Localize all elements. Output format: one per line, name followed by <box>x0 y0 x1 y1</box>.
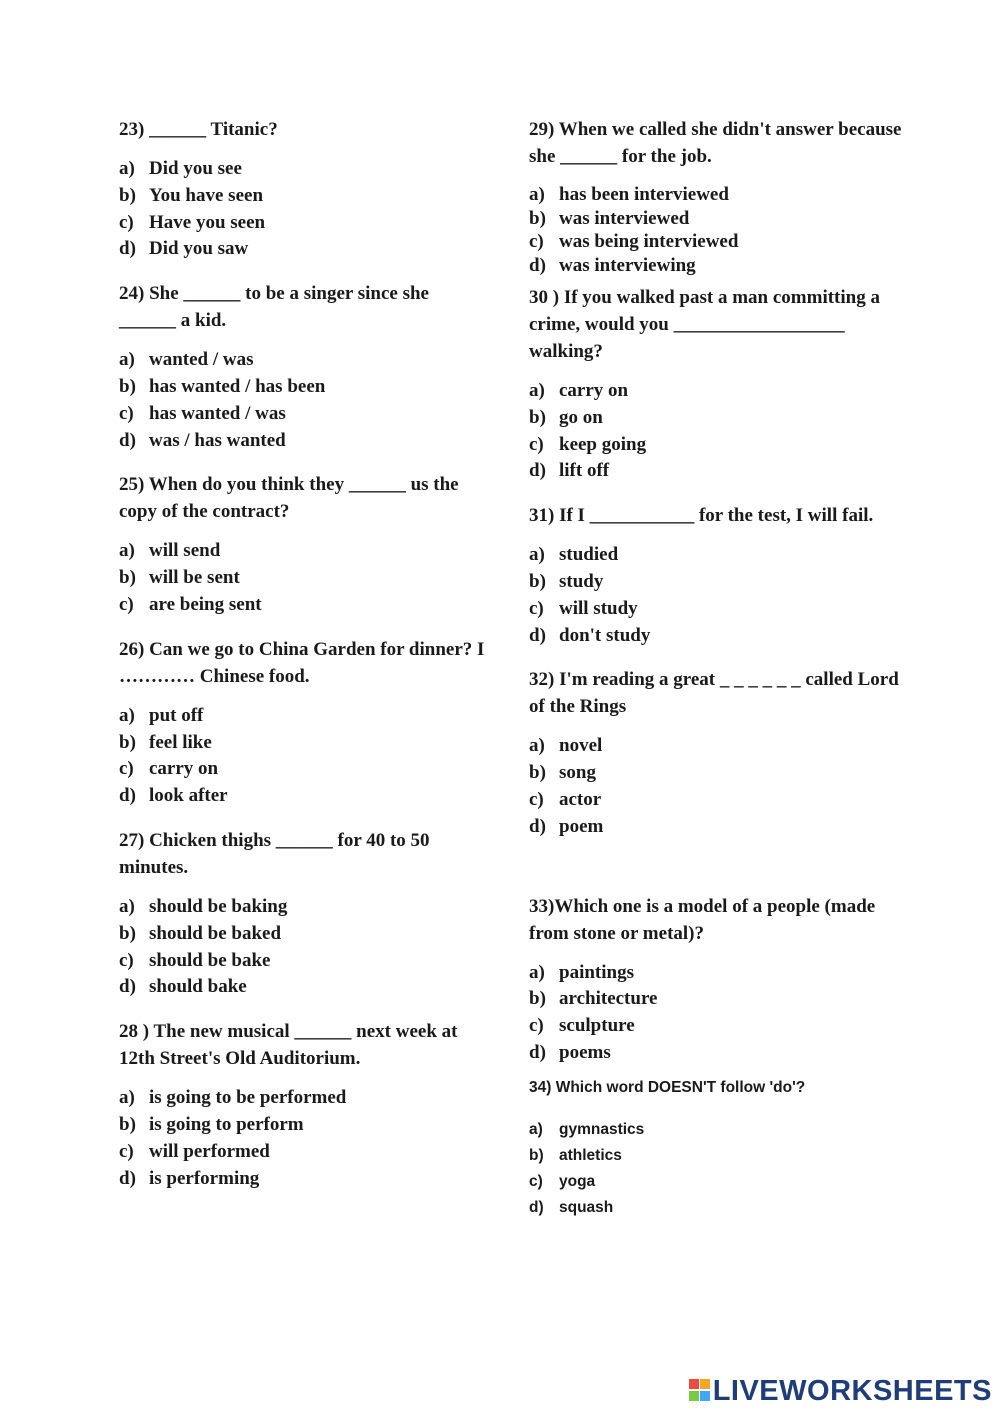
option-b[interactable] <box>119 1112 489 1139</box>
question-text: 28 ) The new musical ______ next week at 12th Street's Old Auditorium. <box>119 1021 458 1070</box>
option-letter: b) <box>119 1113 136 1135</box>
option-letter: a) <box>119 158 135 179</box>
option-letter: d) <box>529 1198 544 1216</box>
left-question-column <box>119 116 489 1192</box>
option-text: has wanted / has been <box>149 375 326 397</box>
option-letter: a) <box>119 704 135 726</box>
option-letter: b) <box>119 731 136 753</box>
option-letter: c) <box>119 949 134 971</box>
option-letter: d) <box>119 429 136 451</box>
option-c[interactable] <box>119 948 489 975</box>
option-letter: c) <box>529 788 544 810</box>
logo-mark-icon <box>689 1379 711 1403</box>
option-text: study <box>559 570 604 592</box>
question-26 <box>119 636 489 810</box>
option-text: has been interviewed <box>559 184 729 205</box>
option-c[interactable] <box>529 787 909 814</box>
option-letter: b) <box>119 567 136 589</box>
options-list <box>119 894 489 1001</box>
option-c[interactable] <box>119 210 489 237</box>
question-31 <box>529 502 909 649</box>
option-letter: a) <box>529 544 545 566</box>
option-a[interactable] <box>529 183 909 207</box>
option-text: studied <box>559 544 619 566</box>
option-a[interactable] <box>119 1085 489 1112</box>
option-letter: b) <box>529 762 546 784</box>
option-text: keep going <box>559 433 647 455</box>
option-c[interactable] <box>119 1139 489 1166</box>
option-letter: a) <box>119 895 135 917</box>
option-b[interactable] <box>119 730 489 757</box>
option-text: should be baking <box>149 895 288 917</box>
option-a[interactable] <box>529 542 909 569</box>
option-letter: c) <box>119 593 134 615</box>
option-text: put off <box>149 704 204 726</box>
option-text: will send <box>149 540 221 562</box>
option-text: poem <box>559 815 604 837</box>
option-text: novel <box>559 735 603 757</box>
question-text: 33)Which one is a model of a people (made from stone or metal)? <box>529 895 876 944</box>
option-d[interactable] <box>119 1166 489 1193</box>
option-text: will performed <box>149 1140 270 1162</box>
right-question-column <box>529 116 909 1221</box>
option-letter: d) <box>529 254 546 276</box>
option-text: will be sent <box>149 567 240 589</box>
options-list <box>529 183 909 277</box>
option-text: has wanted / was <box>149 402 286 424</box>
question-text: 30 ) If you walked past a man committing a crime, would you __________________ walking? <box>529 287 880 362</box>
option-letter: c) <box>529 433 544 455</box>
option-letter: a) <box>119 540 135 562</box>
option-letter: c) <box>529 1172 543 1190</box>
question-text: 34) Which word DOESN'T follow 'do'? <box>529 1078 806 1096</box>
question-29 <box>529 116 909 277</box>
option-letter: a) <box>529 961 545 983</box>
option-text: was interviewed <box>559 207 690 229</box>
option-text: feel like <box>149 731 212 753</box>
option-text: athletics <box>559 1146 622 1164</box>
question-text: 25) When do you think they ______ us the copy of the contract? <box>119 474 459 523</box>
option-b[interactable] <box>529 760 909 787</box>
question-text: 23) ______ Titanic? <box>119 119 278 140</box>
option-letter: a) <box>529 184 545 205</box>
option-text: yoga <box>559 1172 596 1190</box>
option-text: sculpture <box>559 1015 635 1037</box>
option-text: poems <box>559 1041 611 1063</box>
option-letter: a) <box>119 349 135 371</box>
option-a[interactable] <box>529 1117 909 1143</box>
option-letter: d) <box>119 785 136 807</box>
option-letter: b) <box>119 184 136 206</box>
option-letter: b) <box>529 406 546 428</box>
options-list <box>119 538 489 618</box>
option-text: song <box>559 762 596 784</box>
option-letter: d) <box>529 1041 546 1063</box>
option-text: You have seen <box>149 184 264 206</box>
option-letter: c) <box>119 211 134 233</box>
option-letter: c) <box>119 758 134 780</box>
option-a[interactable] <box>529 378 909 405</box>
question-28 <box>119 1018 489 1192</box>
options-list <box>119 1085 489 1192</box>
option-letter: a) <box>529 380 545 401</box>
option-letter: b) <box>119 922 136 944</box>
option-d[interactable] <box>529 1040 909 1067</box>
option-text: go on <box>559 406 603 428</box>
option-c[interactable] <box>529 432 909 459</box>
question-30 <box>529 284 909 485</box>
option-letter: d) <box>119 1167 136 1189</box>
option-letter: b) <box>529 988 546 1010</box>
option-d[interactable] <box>119 236 489 263</box>
option-a[interactable] <box>529 960 909 987</box>
option-letter: b) <box>529 207 546 229</box>
option-c[interactable] <box>529 1169 909 1195</box>
option-letter: c) <box>119 402 134 424</box>
option-text: look after <box>149 785 228 807</box>
options-list <box>529 542 909 649</box>
option-c[interactable] <box>119 592 489 619</box>
question-text: 27) Chicken thighs ______ for 40 to 50 minutes. <box>119 829 430 878</box>
option-d[interactable] <box>529 458 909 485</box>
option-b[interactable] <box>529 986 909 1013</box>
option-a[interactable] <box>119 538 489 565</box>
option-d[interactable] <box>119 783 489 810</box>
question-24 <box>119 280 489 454</box>
option-text: should bake <box>149 976 247 998</box>
option-text: is performing <box>149 1167 260 1189</box>
option-letter: d) <box>119 976 136 998</box>
question-text: 31) If I ___________ for the test, I will fail. <box>529 505 874 527</box>
question-text: 29) When we called she didn't answer because she ______ for the job. <box>529 119 902 167</box>
option-letter: d) <box>529 460 546 482</box>
option-a[interactable] <box>119 703 489 730</box>
question-text: 24) She ______ to be a singer since she ______ a kid. <box>119 283 429 332</box>
option-a[interactable] <box>529 733 909 760</box>
option-letter: b) <box>529 1146 544 1164</box>
option-text: squash <box>559 1198 614 1216</box>
option-b[interactable] <box>529 1143 909 1169</box>
options-list <box>529 1117 909 1221</box>
option-letter: b) <box>529 570 546 592</box>
question-text: 26) Can we go to China Garden for dinner? I ………… Chinese food. <box>119 638 485 687</box>
option-text: actor <box>559 788 602 810</box>
option-a[interactable] <box>119 347 489 374</box>
option-b[interactable] <box>119 374 489 401</box>
option-text: carry on <box>149 758 219 780</box>
option-text: is going to perform <box>149 1113 304 1135</box>
option-letter: a) <box>529 735 545 757</box>
question-text: 32) I'm reading a great _ _ _ _ _ _ called Lord of the Rings <box>529 669 899 718</box>
option-letter: d) <box>529 815 546 837</box>
option-b[interactable] <box>529 405 909 432</box>
option-text: Did you see <box>149 158 242 179</box>
question-23 <box>119 116 489 263</box>
option-d[interactable] <box>119 428 489 455</box>
option-c[interactable] <box>119 401 489 428</box>
option-d[interactable] <box>119 974 489 1001</box>
option-text: Did you saw <box>149 238 249 260</box>
option-text: wanted / was <box>149 349 254 371</box>
option-a[interactable] <box>119 894 489 921</box>
option-d[interactable] <box>529 623 909 650</box>
question-25 <box>119 471 489 618</box>
option-c[interactable] <box>529 1013 909 1040</box>
question-33 <box>529 893 909 1067</box>
options-list <box>119 156 489 263</box>
option-b[interactable] <box>119 183 489 210</box>
option-letter: c) <box>529 597 544 619</box>
question-32 <box>529 666 909 840</box>
option-text: Have you seen <box>149 211 266 233</box>
option-d[interactable] <box>529 1195 909 1221</box>
option-text: was / has wanted <box>149 429 286 451</box>
option-text: are being sent <box>149 593 262 615</box>
options-list <box>529 960 909 1067</box>
options-list <box>529 378 909 485</box>
option-text: lift off <box>559 460 610 482</box>
option-b[interactable] <box>119 565 489 592</box>
option-letter: a) <box>119 1087 135 1109</box>
option-c[interactable] <box>529 596 909 623</box>
option-text: is going to be performed <box>149 1087 347 1109</box>
option-text: will study <box>559 597 638 619</box>
option-b[interactable] <box>529 569 909 596</box>
option-text: should be baked <box>149 922 282 944</box>
option-d[interactable] <box>529 814 909 841</box>
option-letter: c) <box>529 231 544 252</box>
option-d[interactable] <box>529 254 909 278</box>
logo-text: LIVEWORKSHEETS <box>712 1374 992 1407</box>
option-letter: c) <box>529 1015 544 1037</box>
option-b[interactable] <box>529 207 909 231</box>
option-text: was being interviewed <box>559 231 739 252</box>
question-27 <box>119 827 489 1001</box>
options-list <box>119 347 489 454</box>
option-letter: a) <box>529 1120 543 1138</box>
option-text: gymnastics <box>559 1120 645 1138</box>
option-letter: c) <box>119 1140 134 1162</box>
option-letter: d) <box>529 624 546 646</box>
liveworksheets-logo <box>689 1375 992 1407</box>
option-c[interactable] <box>119 756 489 783</box>
option-text: should be bake <box>149 949 271 971</box>
option-text: paintings <box>559 961 634 983</box>
option-text: don't study <box>559 624 651 646</box>
option-letter: d) <box>119 238 136 260</box>
option-text: carry on <box>559 380 629 401</box>
option-c[interactable] <box>529 230 909 254</box>
option-text: was interviewing <box>559 254 696 276</box>
options-list <box>119 703 489 810</box>
option-text: architecture <box>559 988 658 1010</box>
question-34 <box>529 1077 909 1221</box>
option-b[interactable] <box>119 921 489 948</box>
option-a[interactable] <box>119 156 489 183</box>
options-list <box>529 733 909 840</box>
option-letter: b) <box>119 375 136 397</box>
